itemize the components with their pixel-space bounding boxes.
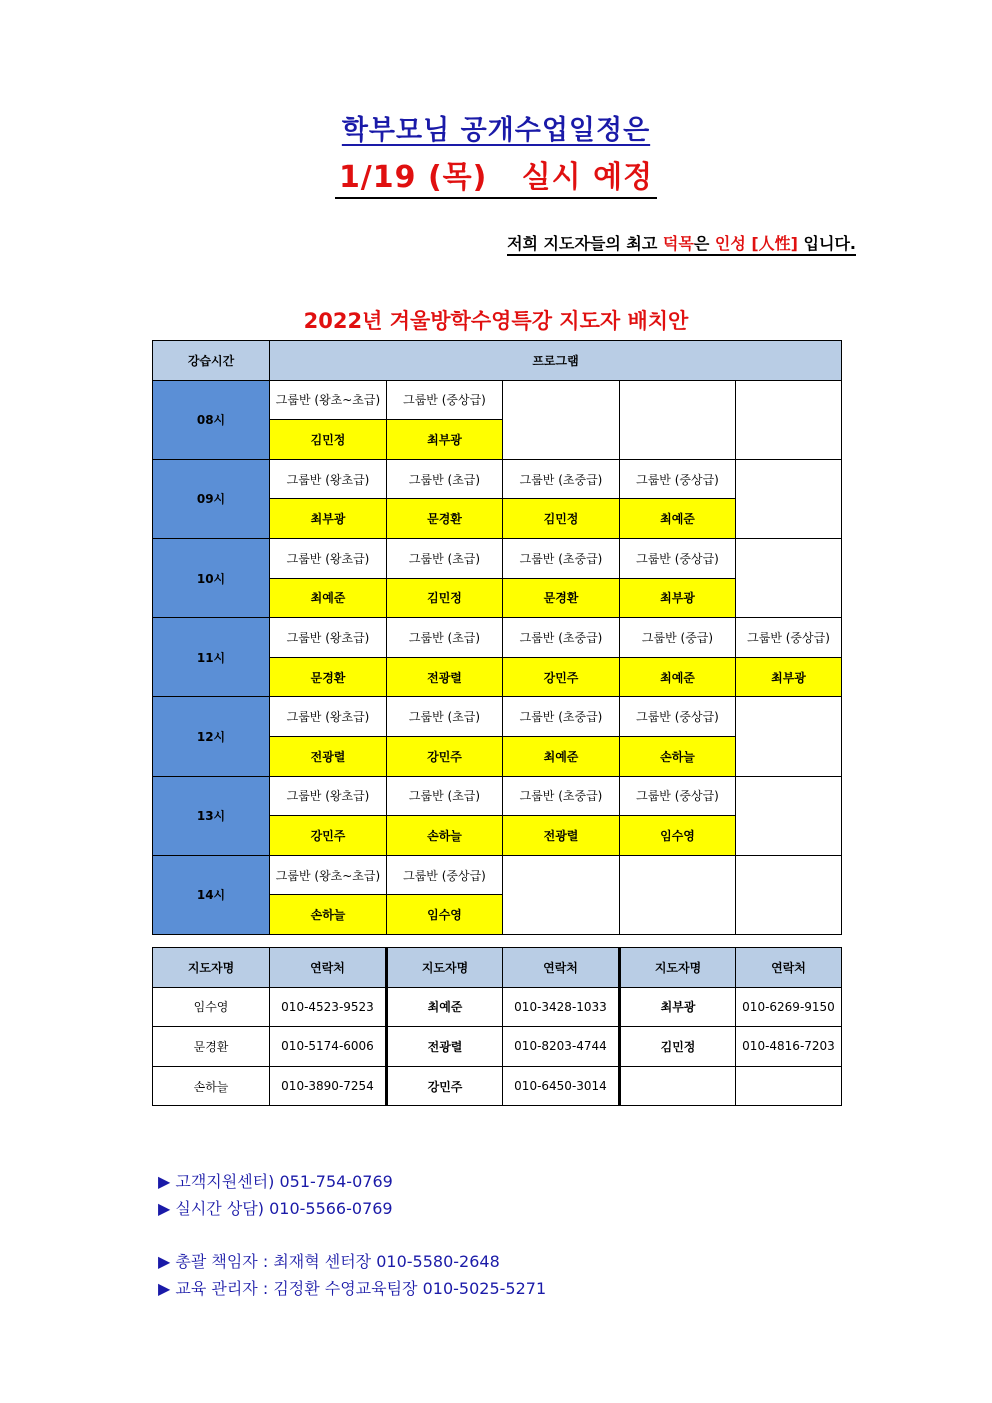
edu-manager-info: ▶ 교육 관리자 : 김정환 수영교육팀장 010-5025-5271 [158,1279,547,1298]
class-name: 그룹반 (초급) [387,618,503,658]
class-name: 그룹반 (왕초~초급) [270,855,387,895]
instructor-name: 문경환 [153,1027,270,1067]
class-name: 그룹반 (중상급) [736,618,842,658]
instructor-cell: 전광렬 [270,736,387,776]
class-name: 그룹반 (중급) [620,618,736,658]
empty-cell [736,697,842,776]
contacts-row [153,987,842,1027]
class-name: 그룹반 (중상급) [620,538,736,578]
instructor-phone: 010-3428-1033 [503,987,620,1027]
time-slot: 09시 [153,459,270,538]
instructor-cell: 임수영 [387,895,503,935]
instructor-cell: 강민주 [270,816,387,856]
instructor-phone: 010-6269-9150 [736,987,842,1027]
instructor-cell: 최부광 [270,499,387,539]
instructor-name: 임수영 [153,987,270,1027]
contacts-header-phone: 연락처 [503,948,620,988]
time-slot: 08시 [153,380,270,459]
schedule-class-row [153,618,842,658]
class-name: 그룹반 (초중급) [503,618,620,658]
class-name: 그룹반 (중상급) [620,776,736,816]
empty-cell [620,855,736,934]
time-slot: 12시 [153,697,270,776]
instructor-cell: 손하늘 [270,895,387,935]
empty-cell [503,380,620,459]
empty-cell [503,855,620,934]
empty-cell [620,380,736,459]
instructor-name: 강민주 [387,1066,503,1106]
empty-cell [736,776,842,855]
schedule-class-row [153,459,842,499]
instructor-cell: 손하늘 [620,736,736,776]
heading-line1: 학부모님 공개수업일정은 [341,115,651,146]
class-name: 그룹반 (왕초~초급) [270,380,387,420]
empty-cell [736,459,842,538]
instructor-cell: 강민주 [503,657,620,697]
class-name: 그룹반 (중상급) [620,697,736,737]
instructor-cell: 최부광 [620,578,736,618]
schedule-table [152,340,842,935]
instructor-cell: 문경환 [387,499,503,539]
instructor-cell: 최예준 [503,736,620,776]
instructor-phone: 010-8203-4744 [503,1027,620,1067]
class-name: 그룹반 (초급) [387,776,503,816]
empty-cell [736,855,842,934]
instructor-cell: 김민정 [387,578,503,618]
instructor-phone: 010-4816-7203 [736,1027,842,1067]
class-name: 그룹반 (중상급) [387,855,503,895]
instructor-cell: 최예준 [620,499,736,539]
contacts-header-phone: 연락처 [270,948,387,988]
instructor-name: 손하늘 [153,1066,270,1106]
schedule-class-row [153,380,842,420]
general-manager-info: ▶ 총괄 책임자 : 최재혁 센터장 010-5580-2648 [158,1252,500,1271]
class-name: 그룹반 (왕초급) [270,618,387,658]
schedule-title: 2022년 겨울방학수영특강 지도자 배치안 [303,309,689,333]
header-time: 강습시간 [153,341,270,381]
empty-cell [736,1066,842,1106]
instructor-name: 최부광 [620,987,736,1027]
class-name: 그룹반 (초중급) [503,697,620,737]
motto: 저희 지도자들의 최고 덕목은 인성 [人性] 입니다. [507,231,856,256]
contacts-header-phone: 연락처 [736,948,842,988]
schedule-class-row [153,855,842,895]
instructor-cell: 임수영 [620,816,736,856]
time-slot: 13시 [153,776,270,855]
instructor-cell: 최예준 [270,578,387,618]
class-name: 그룹반 (왕초급) [270,776,387,816]
contacts-header-name: 지도자명 [387,948,503,988]
customer-center-info: ▶ 고객지원센터) 051-754-0769 [158,1172,393,1191]
contacts-row [153,1066,842,1106]
instructor-phone: 010-6450-3014 [503,1066,620,1106]
instructor-name: 최예준 [387,987,503,1027]
contacts-header-name: 지도자명 [153,948,270,988]
contacts-table [152,947,842,1106]
instructor-cell: 손하늘 [387,816,503,856]
time-slot: 14시 [153,855,270,934]
time-slot: 11시 [153,618,270,697]
instructor-cell: 최부광 [387,420,503,460]
heading-line2: 1/19 (목) 실시 예정 [0,152,992,196]
empty-cell [736,538,842,617]
empty-cell [736,380,842,459]
class-name: 그룹반 (중상급) [620,459,736,499]
class-name: 그룹반 (초중급) [503,538,620,578]
instructor-cell: 전광렬 [387,657,503,697]
class-name: 그룹반 (초중급) [503,776,620,816]
schedule-class-row [153,538,842,578]
instructor-name: 김민정 [620,1027,736,1067]
instructor-phone: 010-4523-9523 [270,987,387,1027]
instructor-phone: 010-5174-6006 [270,1027,387,1067]
instructor-cell: 김민정 [270,420,387,460]
class-name: 그룹반 (왕초급) [270,697,387,737]
instructor-cell: 김민정 [503,499,620,539]
contacts-row [153,1027,842,1067]
class-name: 그룹반 (초중급) [503,459,620,499]
instructor-cell: 최예준 [620,657,736,697]
instructor-cell: 문경환 [503,578,620,618]
class-name: 그룹반 (초급) [387,459,503,499]
instructor-phone: 010-3890-7254 [270,1066,387,1106]
class-name: 그룹반 (왕초급) [270,459,387,499]
instructor-cell: 문경환 [270,657,387,697]
class-name: 그룹반 (초급) [387,697,503,737]
instructor-cell: 최부광 [736,657,842,697]
instructor-cell: 강민주 [387,736,503,776]
contacts-header-name: 지도자명 [620,948,736,988]
instructor-name: 전광렬 [387,1027,503,1067]
instructor-cell: 전광렬 [503,816,620,856]
live-consult-info: ▶ 실시간 상담) 010-5566-0769 [158,1199,393,1218]
schedule-class-row [153,776,842,816]
class-name: 그룹반 (중상급) [387,380,503,420]
schedule-class-row [153,697,842,737]
time-slot: 10시 [153,538,270,617]
class-name: 그룹반 (초급) [387,538,503,578]
empty-cell [620,1066,736,1106]
class-name: 그룹반 (왕초급) [270,538,387,578]
header-program: 프로그램 [270,341,842,381]
